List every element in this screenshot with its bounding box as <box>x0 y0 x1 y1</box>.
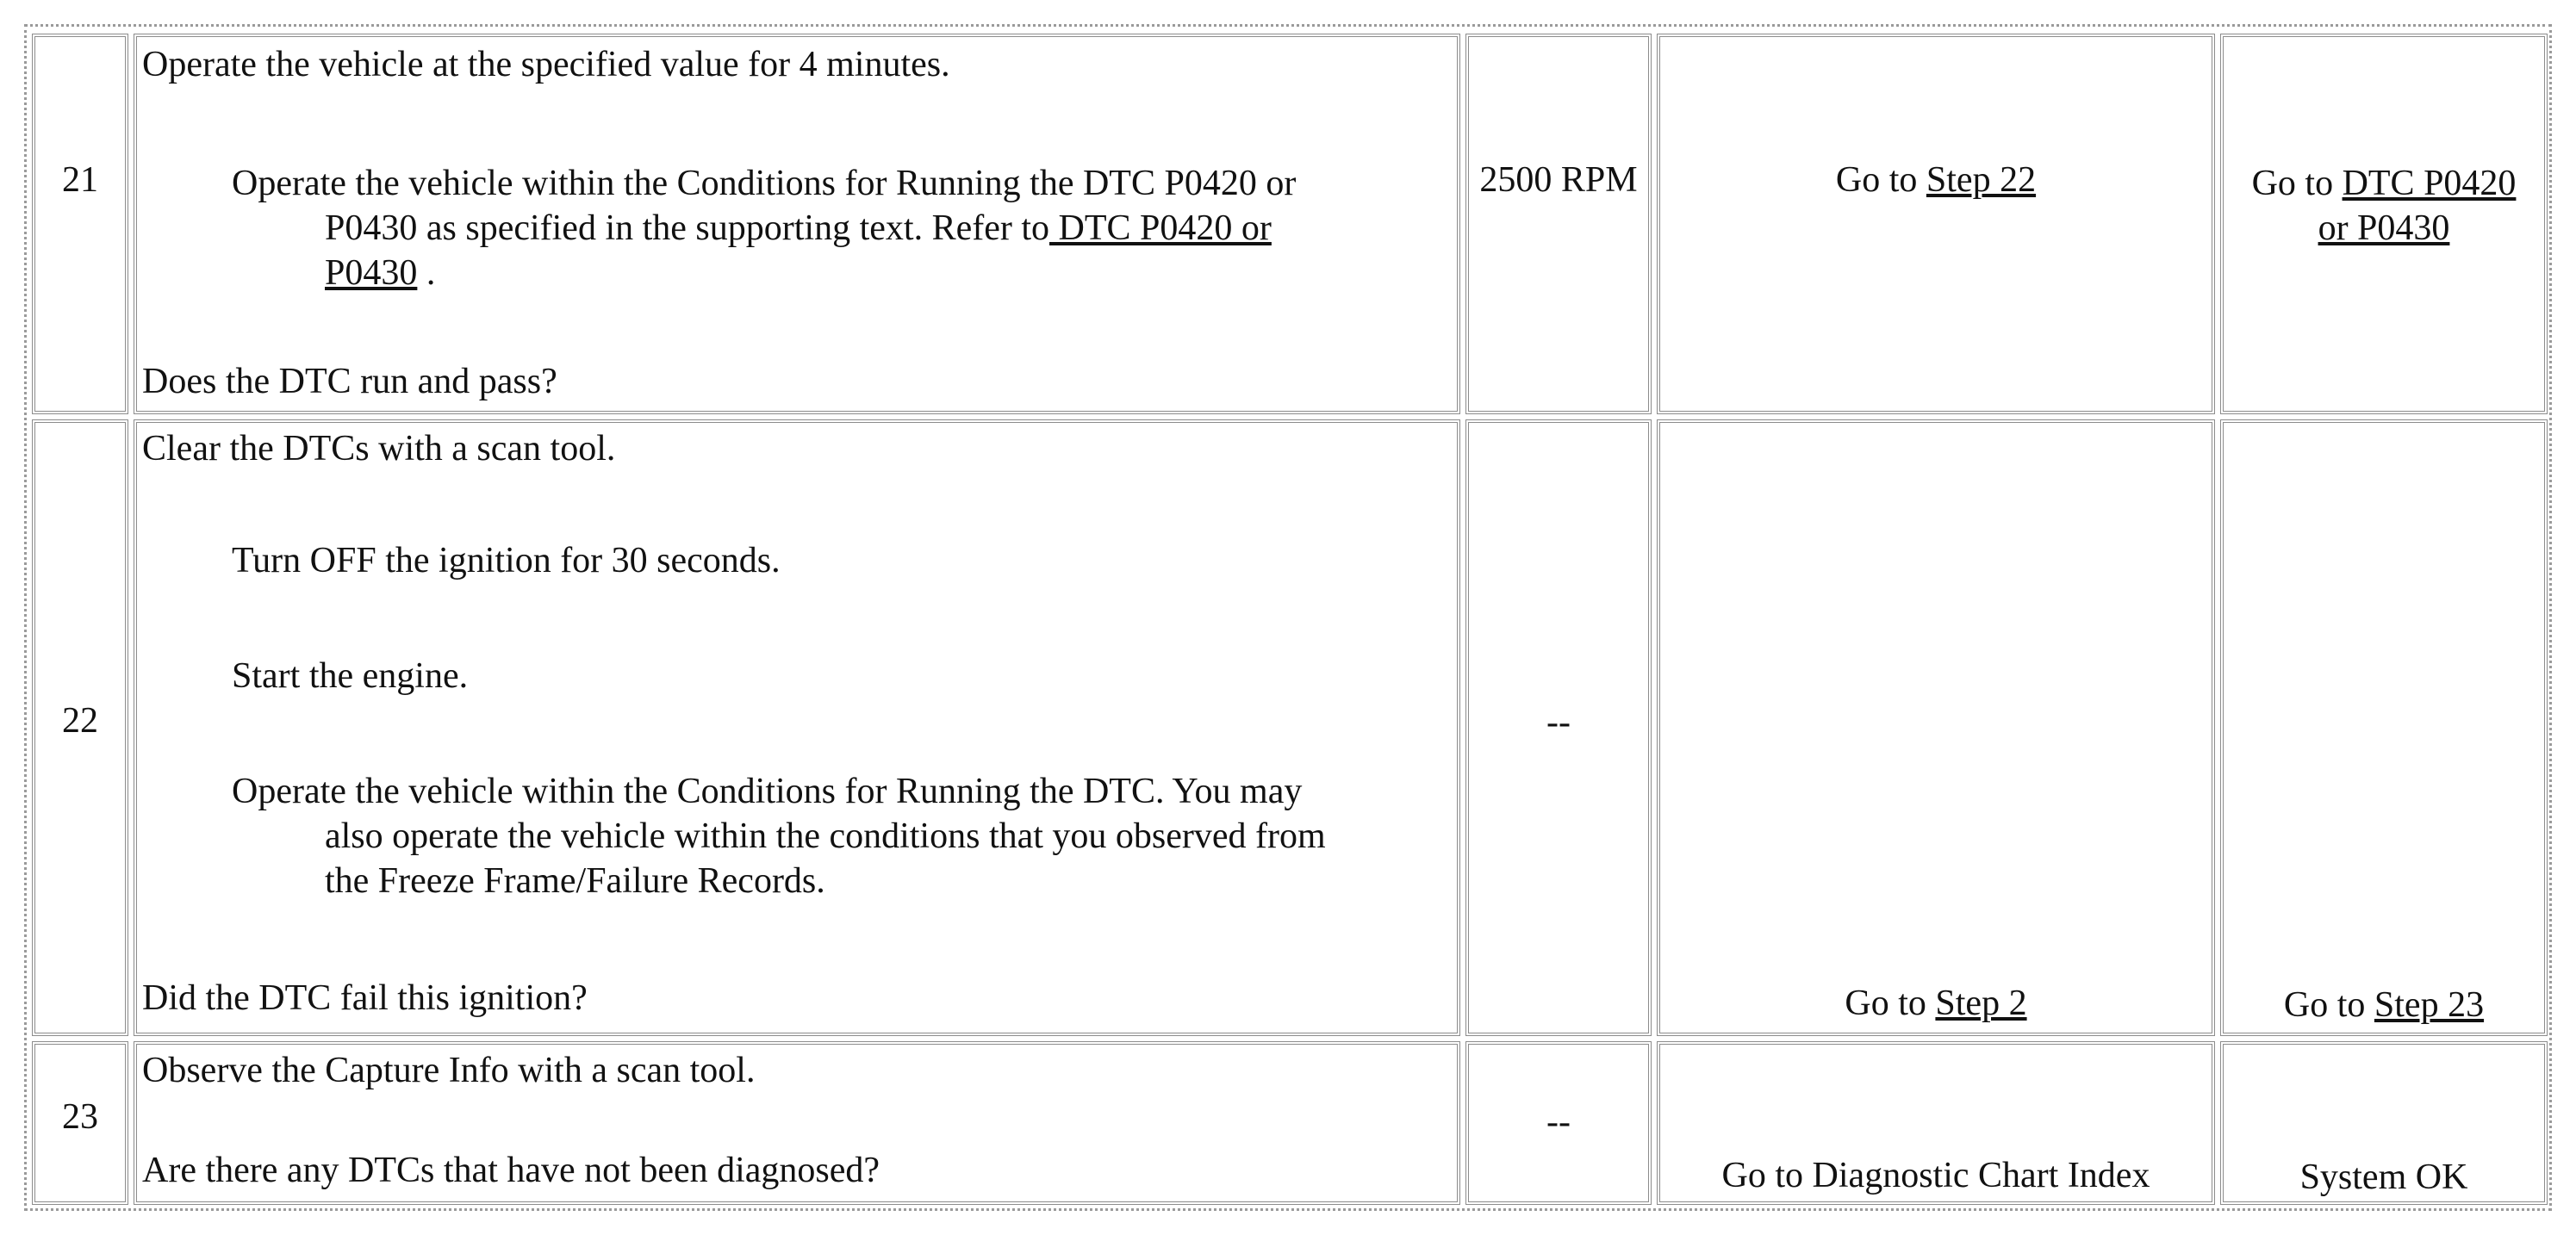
step-23-link[interactable]: Step 23 <box>2374 985 2485 1025</box>
row-21-action-cell <box>134 34 1460 414</box>
action-heading: Operate the vehicle at the specified value for 4 minutes. <box>142 45 950 84</box>
step-number: 23 <box>62 1097 98 1137</box>
row-22-value-cell <box>1465 419 1652 1036</box>
row-23-yes-cell <box>1657 1041 2215 1205</box>
action-instruction-line3 <box>325 251 435 295</box>
go-to-text: Go to <box>1845 984 1936 1023</box>
yes-action <box>1660 981 2212 1026</box>
action-heading: Clear the DTCs with a scan tool. <box>142 429 616 469</box>
row-23-step-cell <box>32 1041 128 1205</box>
go-to-text: Go to <box>2283 985 2374 1025</box>
diagnostic-chart-index-link[interactable]: Go to Diagnostic Chart Index <box>1721 1156 2150 1195</box>
action-question: Did the DTC fail this ignition? <box>142 978 588 1018</box>
step-22-link[interactable]: Step 22 <box>1926 160 2037 200</box>
action-heading: Observe the Capture Info with a scan tool. <box>142 1051 756 1090</box>
action-item-2: Start the engine. <box>232 656 469 696</box>
row-22-action-cell <box>134 419 1460 1036</box>
action-question: Does the DTC run and pass? <box>142 362 557 401</box>
or-p0430-link[interactable]: or P0430 <box>2318 208 2450 248</box>
specified-value: 2500 RPM <box>1479 160 1638 200</box>
action-item-1: Turn OFF the ignition for 30 seconds. <box>232 541 781 580</box>
row-21-value-cell <box>1465 34 1652 414</box>
step-number: 22 <box>62 701 98 741</box>
row-21-no-cell <box>2220 34 2548 414</box>
yes-action <box>1660 158 2212 202</box>
system-ok-text: System OK <box>2299 1157 2468 1197</box>
row-22-yes-cell <box>1657 419 2215 1036</box>
row-22-no-cell <box>2220 419 2548 1036</box>
diagnostic-table <box>24 24 2552 1211</box>
row-23-action-cell <box>134 1041 1460 1205</box>
row-21-step-cell <box>32 34 128 414</box>
row-22-step-cell <box>32 419 128 1036</box>
row-23-value-cell <box>1465 1041 1652 1205</box>
specified-value: -- <box>1546 1102 1571 1142</box>
instruction-text: P0430 as specified in the supporting text. Refer to <box>325 208 1050 248</box>
no-action-line1 <box>2224 161 2544 206</box>
action-item-3-line2: also operate the vehicle within the conditions that you observed from <box>325 816 1326 856</box>
dtc-p0420-link[interactable]: DTC P0420 <box>2342 164 2517 203</box>
row-23-no-cell <box>2220 1041 2548 1205</box>
action-instruction-line2 <box>325 206 1272 251</box>
specified-value: -- <box>1546 703 1571 742</box>
dtc-p0420-link[interactable]: DTC P0420 or <box>1049 208 1272 248</box>
no-action <box>2224 983 2544 1027</box>
step-2-link[interactable]: Step 2 <box>1935 984 2027 1023</box>
row-21-yes-cell <box>1657 34 2215 414</box>
go-to-text: Go to <box>2251 164 2343 203</box>
p0430-link[interactable]: P0430 <box>325 253 418 293</box>
instruction-period: . <box>417 253 436 293</box>
action-question: Are there any DTCs that have not been diagnosed? <box>142 1151 880 1190</box>
go-to-text: Go to <box>1835 160 1926 200</box>
action-item-3-line1: Operate the vehicle within the Conditions for Running the DTC. You may <box>232 772 1303 811</box>
action-item-3-line3: the Freeze Frame/Failure Records. <box>325 861 825 901</box>
action-instruction-line1: Operate the vehicle within the Conditions for Running the DTC P0420 or <box>232 164 1297 203</box>
step-number: 21 <box>62 160 98 200</box>
